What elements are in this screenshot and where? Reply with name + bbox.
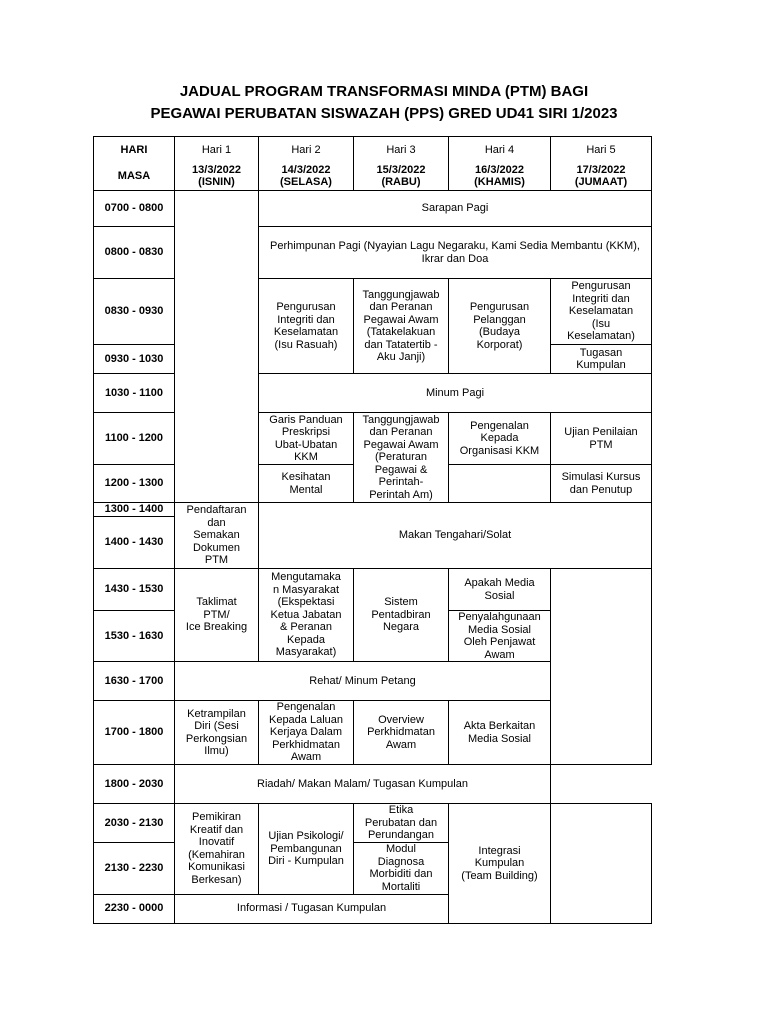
time-slot: 0930 - 1030 xyxy=(94,345,175,374)
cell-text-line: Perubatan dan xyxy=(364,816,438,829)
cell-text-line: Ilmu) xyxy=(204,745,229,757)
d1-pendaftaran xyxy=(175,503,259,569)
cell-text-line: (Team Building) xyxy=(461,869,538,882)
day-4-label: Hari 4 xyxy=(449,137,551,163)
d4-apakah-media-sosial xyxy=(449,569,551,611)
cell-text-line: dan Tatatertib - xyxy=(364,338,438,351)
cell-text-line: Aku Janji) xyxy=(376,351,426,363)
day-3-label: Hari 3 xyxy=(354,137,449,163)
cell-text-line: Perhimpunan Pagi (Nyayian Lagu Negaraku, Kami Sedia Membantu (KKM), xyxy=(270,240,640,252)
cell-text-line: Integriti dan xyxy=(277,313,335,326)
day-3-date xyxy=(354,163,449,191)
masa-label: MASA xyxy=(94,163,175,191)
day-1-date xyxy=(175,163,259,191)
cell-text-line: Pemikiran xyxy=(192,811,241,824)
cell-text-line: Kepada Laluan xyxy=(268,713,343,726)
cell-text-line: Pegawai & xyxy=(374,463,428,476)
cell-text-line: Diagnosa xyxy=(377,855,425,868)
cell-text-line: Ujian Psikologi/ xyxy=(268,830,344,842)
cell-text-line: Pengenalan xyxy=(276,701,336,714)
time-slot: 1030 - 1100 xyxy=(94,374,175,413)
cell-text-line: Ketua Jabatan xyxy=(270,608,342,621)
cell-text-line: Modul xyxy=(386,843,416,855)
cell-text-line: (Kemahiran xyxy=(188,848,245,861)
cell-text-line: Awam xyxy=(385,738,417,751)
row-2030 xyxy=(94,804,652,843)
cell-text-line: Preskripsi xyxy=(281,426,331,438)
cell-text-line: Overview xyxy=(378,713,424,726)
cell-text-line: Mortaliti xyxy=(381,880,421,893)
d3-overview-perkhidmatan xyxy=(354,701,449,765)
hari-label: HARI xyxy=(94,137,175,163)
d5-pengurusan-integriti xyxy=(551,279,652,345)
cell-text-line: Awam xyxy=(484,648,515,661)
cell-text-line: Berkesan) xyxy=(191,873,242,886)
perhimpunan-pagi xyxy=(259,227,652,279)
cell-text-line: Korporat) xyxy=(476,338,523,351)
cell-text-line: (Peraturan xyxy=(375,451,427,464)
time-slot: 1700 - 1800 xyxy=(94,701,175,765)
cell-text-line: Morbiditi dan xyxy=(369,868,433,880)
cell-text-line: Diri - Kumpulan xyxy=(268,855,344,867)
cell-text-line: Kreatif dan xyxy=(189,823,244,836)
day-1-label: Hari 1 xyxy=(175,137,259,163)
cell-text-line: Keselamatan) xyxy=(567,330,635,343)
time-slot: 2230 - 0000 xyxy=(94,894,175,923)
cell-text-line: Pendaftaran xyxy=(186,504,247,517)
cell-text-line: Perkongsian xyxy=(185,732,248,745)
d4-akta-media-sosial xyxy=(449,701,551,765)
day-5-date xyxy=(551,163,652,191)
time-slot: 1300 - 1400 xyxy=(94,503,175,517)
cell-text-line: Kumpulan xyxy=(576,359,626,371)
cell-text-line: Kepada xyxy=(287,633,325,646)
d4-empty-1200 xyxy=(449,465,551,503)
d4-penyalahgunaan-media xyxy=(449,611,551,662)
d5-empty-afternoon xyxy=(551,569,652,765)
cell-text-line: Masyarakat) xyxy=(275,646,337,659)
cell-text-line: Perintah Am) xyxy=(369,488,433,501)
d2-kesihatan-mental xyxy=(259,465,354,503)
time-slot: 0800 - 0830 xyxy=(94,227,175,279)
d2-ujian-psikologi xyxy=(259,804,354,895)
cell-text-line: KKM xyxy=(294,451,318,463)
minum-pagi: Minum Pagi xyxy=(259,374,652,413)
cell-text-line: PTM/ xyxy=(203,608,230,621)
day-2-date xyxy=(259,163,354,191)
cell-text-line: Pembangunan xyxy=(270,842,342,855)
cell-text-line: (Isu Rasuah) xyxy=(274,338,338,351)
d1-ketrampilan-diri xyxy=(175,701,259,765)
cell-text-line: Oleh Penjawat xyxy=(463,636,536,648)
rehat-minum-petang: Rehat/ Minum Petang xyxy=(175,662,551,701)
cell-text-line: Apakah Media xyxy=(464,577,535,589)
cell-text-line: Ubat-Ubatan xyxy=(274,438,338,451)
header-row-masa xyxy=(94,163,652,191)
cell-text-line: (SELASA) xyxy=(280,176,332,189)
cell-text-line: Diri (Sesi xyxy=(194,720,239,732)
cell-text-line: Kesihatan xyxy=(281,471,331,483)
d3-tanggungjawab-tatakelakuan xyxy=(354,279,449,374)
cell-text-line: Tugasan xyxy=(579,346,623,359)
informasi-tugasan: Informasi / Tugasan Kumpulan xyxy=(175,894,449,923)
cell-text-line: 15/3/2022 xyxy=(376,163,426,176)
cell-text-line: 16/3/2022 xyxy=(475,163,524,176)
cell-text-line: Awam xyxy=(290,751,322,764)
cell-text-line: (Isu xyxy=(591,317,611,330)
row-1430 xyxy=(94,569,652,611)
cell-text-line: 13/3/2022 xyxy=(192,163,241,176)
cell-text-line: Ujian Penilaian xyxy=(564,426,638,438)
schedule-table xyxy=(93,136,652,924)
d3-tanggungjawab-peraturan xyxy=(354,413,449,503)
cell-text-line: Mengutamaka xyxy=(271,571,341,584)
d2-laluan-kerjaya xyxy=(259,701,354,765)
time-slot: 1800 - 2030 xyxy=(94,765,175,804)
cell-text-line: Perintah- xyxy=(378,476,424,489)
row-1300 xyxy=(94,503,652,517)
cell-text-line: Pengurusan xyxy=(469,301,530,313)
cell-text-line: Simulasi Kursus xyxy=(561,471,641,483)
cell-text-line: Integriti dan xyxy=(572,292,630,305)
cell-text-line: Semakan xyxy=(193,529,240,542)
cell-text-line: Mental xyxy=(289,483,323,496)
time-slot: 2030 - 2130 xyxy=(94,804,175,843)
cell-text-line: Kumpulan xyxy=(474,857,525,869)
cell-text-line: Ketrampilan xyxy=(187,707,246,720)
cell-text-line: Ikrar dan Doa xyxy=(421,252,489,265)
d4-integrasi-kumpulan xyxy=(449,804,551,924)
cell-text-line: Kepada xyxy=(480,432,519,445)
cell-text-line: PTM xyxy=(589,438,613,451)
cell-text-line: Kerjaya Dalam xyxy=(269,726,343,739)
day-1-empty-morning xyxy=(175,191,259,503)
d2-garis-panduan xyxy=(259,413,354,465)
cell-text-line: (JUMAAT) xyxy=(574,176,628,189)
time-slot: 1430 - 1530 xyxy=(94,569,175,611)
time-slot: 0830 - 0930 xyxy=(94,279,175,345)
cell-text-line: Dokumen xyxy=(192,541,241,554)
cell-text-line: Sosial xyxy=(484,589,515,602)
sarapan-pagi: Sarapan Pagi xyxy=(259,191,652,227)
cell-text-line: Keselamatan xyxy=(273,326,339,338)
cell-text-line: Pengurusan xyxy=(276,301,336,313)
d5-ujian-penilaian xyxy=(551,413,652,465)
cell-text-line: Pentadbiran xyxy=(371,608,431,621)
time-slot: 1400 - 1430 xyxy=(94,517,175,569)
time-slot: 1200 - 1300 xyxy=(94,465,175,503)
time-slot: 2130 - 2230 xyxy=(94,842,175,894)
cell-text-line: dan xyxy=(207,516,226,529)
cell-text-line: dan Peranan xyxy=(369,426,433,439)
d3-modul-diagnosa xyxy=(354,842,449,894)
cell-text-line: Penyalahgunaan xyxy=(458,611,541,623)
d4-pengurusan-pelanggan xyxy=(449,279,551,374)
d5-simulasi-kursus xyxy=(551,465,652,503)
row-0700 xyxy=(94,191,652,227)
d3-etika-perubatan xyxy=(354,804,449,843)
cell-text-line: Perundangan xyxy=(367,829,435,841)
d2-mengutamakan-masyarakat xyxy=(259,569,354,662)
riadah-makan-malam: Riadah/ Makan Malam/ Tugasan Kumpulan xyxy=(175,765,551,804)
cell-text-line: Pengenalan xyxy=(470,419,529,432)
d5-empty-night xyxy=(551,804,652,924)
cell-text-line: Pegawai Awam xyxy=(363,438,439,451)
cell-text-line: Taklimat xyxy=(196,596,237,609)
cell-text-line: Tanggungjawab xyxy=(362,413,440,426)
d1-pemikiran-kreatif xyxy=(175,804,259,895)
cell-text-line: Keselamatan xyxy=(568,305,634,318)
d1-taklimat xyxy=(175,569,259,662)
cell-text-line: & Peranan xyxy=(280,621,332,634)
cell-text-line: dan Penutup xyxy=(569,483,633,496)
cell-text-line: (Budaya xyxy=(479,326,520,338)
cell-text-line: (ISNIN) xyxy=(198,176,235,189)
cell-text-line: Perkhidmatan xyxy=(272,738,340,751)
makan-tengahari: Makan Tengahari/Solat xyxy=(259,503,652,569)
day-2-label: Hari 2 xyxy=(259,137,354,163)
time-slot: 1630 - 1700 xyxy=(94,662,175,701)
d4-pengenalan-organisasi xyxy=(449,413,551,465)
cell-text-line: Akta Berkaitan xyxy=(463,720,536,732)
cell-text-line: Tanggungjawab xyxy=(362,288,440,301)
cell-text-line: n Masyarakat xyxy=(272,583,340,596)
cell-text-line: Perkhidmatan xyxy=(367,726,435,739)
row-1800 xyxy=(94,765,652,804)
cell-text-line: Ice Breaking xyxy=(185,621,248,634)
cell-text-line: Negara xyxy=(382,621,420,634)
document-title-line-1: JADUAL PROGRAM TRANSFORMASI MINDA (PTM) BAGI xyxy=(179,83,589,100)
cell-text-line: (RABU) xyxy=(381,176,421,189)
d2-pengurusan-integriti xyxy=(259,279,354,374)
cell-text-line: Garis Panduan xyxy=(269,413,343,426)
cell-text-line: 17/3/2022 xyxy=(576,163,626,176)
d3-sistem-pentadbiran xyxy=(354,569,449,662)
cell-text-line: Media Sosial xyxy=(468,623,531,636)
cell-text-line: Integrasi xyxy=(478,844,521,857)
cell-text-line: (Ekspektasi xyxy=(277,596,335,609)
cell-text-line: Etika xyxy=(388,804,414,816)
cell-text-line: dan Peranan xyxy=(369,301,433,313)
cell-text-line: Sistem xyxy=(384,596,418,609)
cell-text-line: PTM xyxy=(204,554,229,567)
cell-text-line: (KHAMIS) xyxy=(474,176,525,189)
time-slot: 0700 - 0800 xyxy=(94,191,175,227)
cell-text-line: Pelanggan xyxy=(473,313,526,326)
cell-text-line: Komunikasi xyxy=(188,861,245,874)
d5-tugasan-kumpulan xyxy=(551,345,652,374)
header-row-hari xyxy=(94,137,652,163)
document-title-line-2: PEGAWAI PERUBATAN SISWAZAH (PPS) GRED UD41 SIRI 1/2023 xyxy=(150,105,618,122)
cell-text-line: Pegawai Awam xyxy=(363,313,439,326)
time-slot: 1530 - 1630 xyxy=(94,611,175,662)
cell-text-line: Organisasi KKM xyxy=(459,444,540,457)
cell-text-line: (Tatakelakuan xyxy=(366,326,436,338)
cell-text-line: 14/3/2022 xyxy=(281,163,331,176)
time-slot: 1100 - 1200 xyxy=(94,413,175,465)
cell-text-line: Inovatif xyxy=(198,836,235,849)
cell-text-line: Pengurusan xyxy=(571,280,631,293)
day-4-date xyxy=(449,163,551,191)
day-5-label: Hari 5 xyxy=(551,137,652,163)
cell-text-line: Media Sosial xyxy=(468,732,531,745)
